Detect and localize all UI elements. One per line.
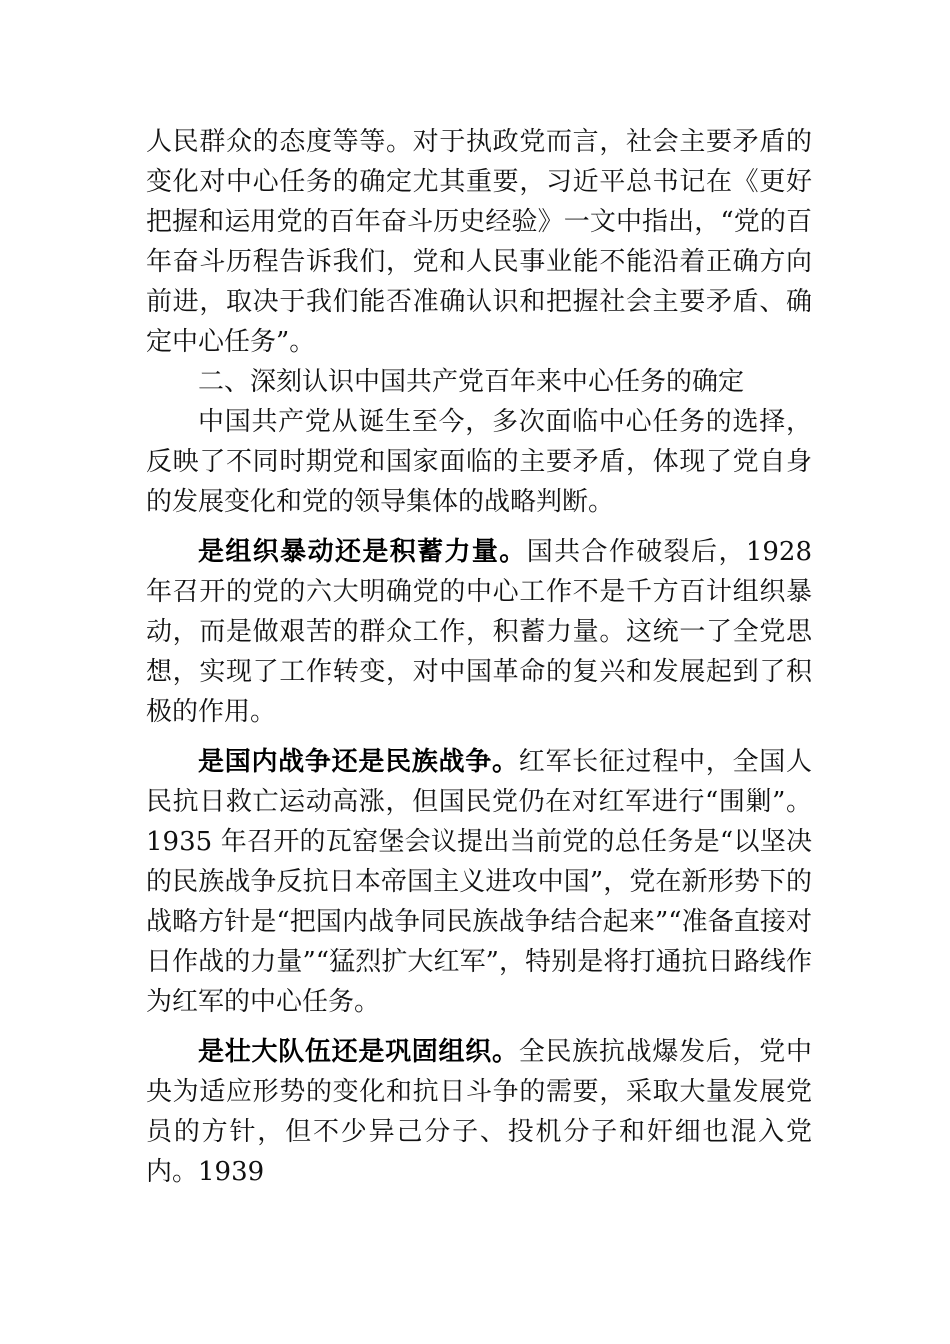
- paragraph-lead: 是壮大队伍还是巩固组织。: [198, 1037, 519, 1067]
- paragraph-lead: 是组织暴动还是积蓄力量。: [198, 537, 527, 567]
- paragraph-text: 中国共产党从诞生至今，多次面临中心任务的选择，反映了不同时期党和国家面临的主要矛盾，体现了党自身的发展变化和党的领导集体的战略判断。: [146, 407, 812, 517]
- paragraph-point-1: [146, 532, 812, 732]
- paragraph-point-3: [146, 1032, 812, 1192]
- paragraph-intro: [146, 402, 812, 522]
- document-body: [146, 122, 812, 1192]
- paragraph-text: 国共合作破裂后，1928 年召开的党的六大明确党的中心工作不是千方百计组织暴动，而是做艰苦的群众工作，积蓄力量。这统一了全党思想，实现了工作转变，对中国革命的复兴和发展起到了积极的作用。: [146, 537, 812, 727]
- paragraph-text: 全民族抗战爆发后，党中央为适应形势的变化和抗日斗争的需要，采取大量发展党员的方针，但不少异己分子、投机分子和奸细也混入党内。1939: [146, 1037, 812, 1187]
- paragraph-lead: 是国内战争还是民族战争。: [198, 747, 519, 777]
- paragraph-point-2: [146, 742, 812, 1022]
- section-heading-text: 二、深刻认识中国共产党百年来中心任务的确定: [198, 367, 745, 397]
- paragraph-continuation: [146, 122, 812, 362]
- paragraph-text: 人民群众的态度等等。对于执政党而言，社会主要矛盾的变化对中心任务的确定尤其重要，习近平总书记在《更好把握和运用党的百年奋斗历史经验》一文中指出，“党的百年奋斗历程告诉我们，党和人民事业能不能沿着正确方向前进，取决于我们能否准确认识和把握社会主要矛盾、确定中心任务”。: [146, 127, 812, 357]
- paragraph-text: 红军长征过程中，全国人民抗日救亡运动高涨，但国民党仍在对红军进行“围剿”。1935 年召开的瓦窑堡会议提出当前党的总任务是“以坚决的民族战争反抗日本帝国主义进攻中国”，党在新形势下的战略方针是“把国内战争同民族战争结合起来”“准备直接对日作战的力量”“猛烈扩大红军”，特别是将打通抗日路线作为红军的中心任务。: [146, 747, 812, 1017]
- section-heading: [146, 362, 812, 402]
